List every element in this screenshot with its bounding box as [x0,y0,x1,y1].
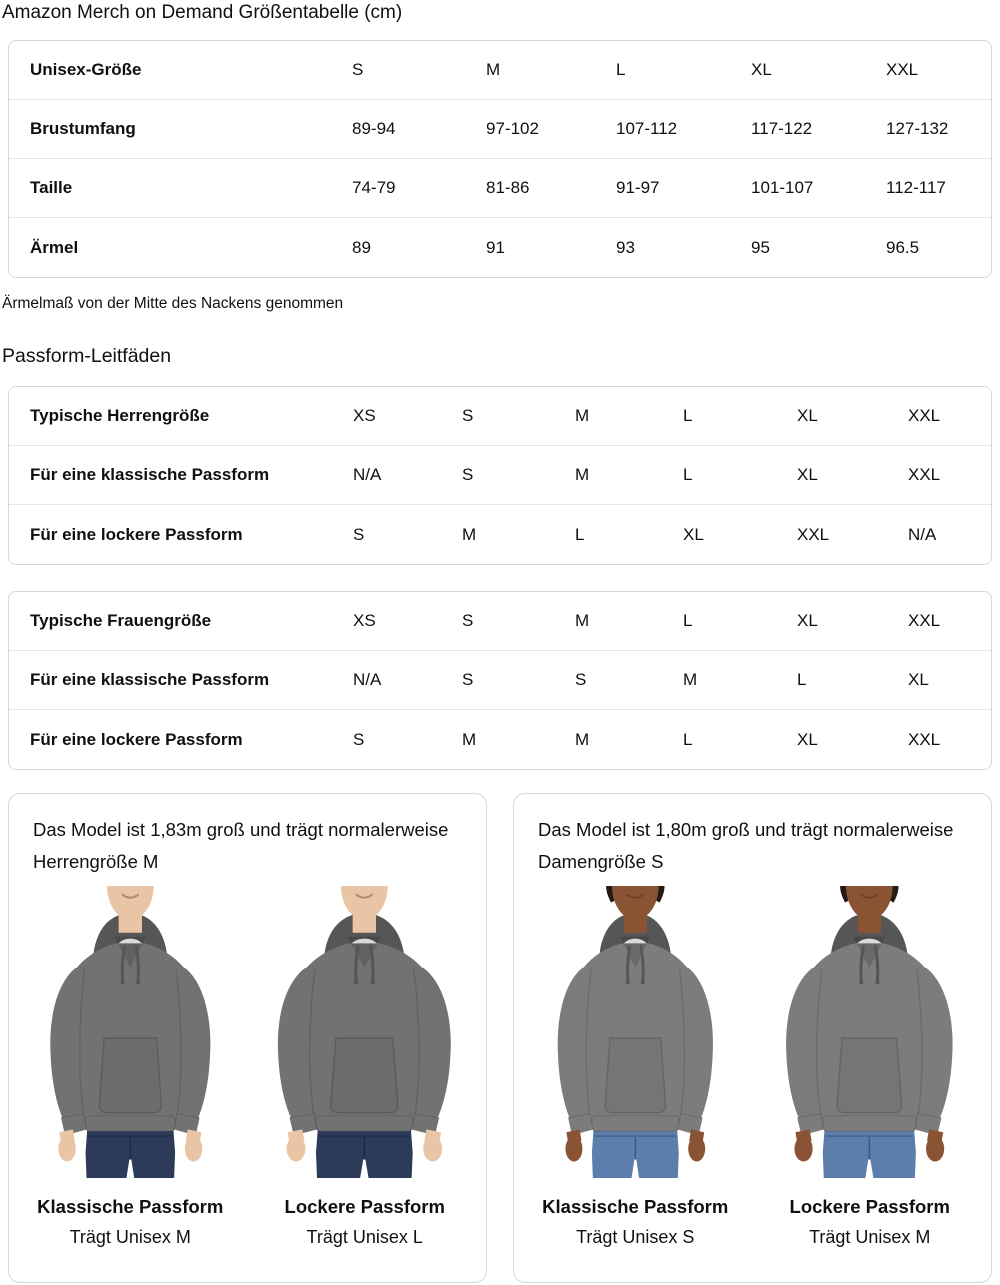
table-row [9,387,991,446]
row-label: Brustumfang [30,119,136,138]
row-label: Für eine lockere Passform [30,524,243,544]
table-row [9,505,991,564]
size-cell: M [462,524,477,544]
row-label: Unisex-Größe [30,60,142,79]
size-cell: M [462,729,477,749]
size-cell: M [486,60,501,79]
size-cell: 91-97 [616,178,660,197]
size-cell: 74-79 [352,178,396,197]
size-cell: XL [797,611,818,630]
size-cell: 107-112 [616,119,678,138]
size-cell: XL [797,465,818,484]
worn-size-label: Trägt Unisex M [69,1227,191,1247]
table-row [9,446,991,505]
size-cell: 95 [751,237,770,257]
table-row [9,100,991,159]
model-photo [538,886,733,1178]
size-cell: S [462,670,474,689]
size-cell: 91 [486,237,505,257]
model-figure-loose [757,886,984,1249]
fit-table-women [8,591,992,770]
model-figure-loose [252,886,479,1249]
size-cell: XL [683,524,704,544]
size-cell: N/A [353,670,382,689]
size-cell: 117-122 [751,119,813,138]
page-title: Amazon Merch on Demand Größentabelle (cm) [2,2,403,23]
size-cell: XXL [908,611,941,630]
size-cell: L [683,406,693,425]
size-cell: XS [353,611,376,630]
model-figures [9,886,486,1249]
size-cell: M [575,406,590,425]
row-label: Für eine klassische Passform [30,670,270,689]
size-cell: XL [751,60,772,79]
fit-label: Klassische Passform [37,1196,224,1217]
model-description: Das Model ist 1,83m groß und trägt normalerweise Herrengröße M [33,819,449,872]
model-cards [8,793,992,1283]
sleeve-note: Ärmelmaß von der Mitte des Nackens genommen [2,295,344,312]
size-cell: XXL [908,406,941,425]
table-row [9,218,991,277]
size-cell: XL [908,670,929,689]
size-cell: XL [797,729,818,749]
row-label: Ärmel [30,237,79,257]
worn-size-label: Trägt Unisex M [809,1227,931,1247]
table-row [9,159,991,218]
size-cell: N/A [908,524,937,544]
model-figure-classic [17,886,244,1249]
size-cell: S [462,611,474,630]
unisex-size-table [8,40,992,278]
size-cell: XXL [908,465,941,484]
fit-table-men [8,386,992,565]
size-cell: 97-102 [486,119,539,138]
size-cell: L [575,524,585,544]
size-cell: S [353,729,365,749]
size-cell: M [575,465,590,484]
size-cell: L [683,465,693,484]
model-photo [772,886,967,1178]
size-cell: S [352,60,364,79]
size-cell: N/A [353,465,382,484]
size-cell: XS [353,406,376,425]
size-cell: 101-107 [751,178,814,197]
model-description: Das Model ist 1,80m groß und trägt normalerweise Damengröße S [538,819,954,872]
size-cell: 112-117 [886,178,946,197]
size-cell: 93 [616,237,635,257]
size-cell: L [797,670,807,689]
model-figure-classic [522,886,749,1249]
table-row [9,592,991,651]
worn-size-label: Trägt Unisex L [306,1227,423,1247]
model-card-men [8,793,487,1283]
size-cell: 89-94 [352,119,396,138]
row-label: Für eine lockere Passform [30,729,243,749]
row-label: Typische Frauengröße [30,611,212,630]
fit-label: Klassische Passform [542,1196,729,1217]
size-cell: 89 [352,237,371,257]
size-cell: L [683,611,693,630]
size-cell: XXL [908,729,941,749]
size-cell: 96.5 [886,237,920,257]
size-cell: L [683,729,693,749]
size-cell: XXL [797,524,830,544]
fit-guides-heading: Passform-Leitfäden [2,345,172,367]
model-photo [33,886,228,1178]
size-cell: L [616,60,626,79]
size-cell: 81-86 [486,178,530,197]
size-cell: XXL [886,60,919,79]
size-cell: M [683,670,698,689]
size-cell: XL [797,406,818,425]
table-row [9,41,991,100]
model-photo [267,886,462,1178]
size-cell: M [575,729,590,749]
size-cell: S [462,465,474,484]
row-label: Für eine klassische Passform [30,465,270,484]
size-cell: S [575,670,587,689]
size-cell: M [575,611,590,630]
worn-size-label: Trägt Unisex S [576,1227,695,1247]
fit-label: Lockere Passform [284,1196,445,1217]
model-card-women [513,793,992,1283]
table-row [9,651,991,710]
table-row [9,710,991,769]
size-cell: S [353,524,365,544]
size-cell: S [462,406,474,425]
row-label: Typische Herrengröße [30,406,210,425]
row-label: Taille [30,178,73,197]
fit-label: Lockere Passform [789,1196,950,1217]
size-cell: 127-132 [886,119,949,138]
model-figures [514,886,991,1249]
